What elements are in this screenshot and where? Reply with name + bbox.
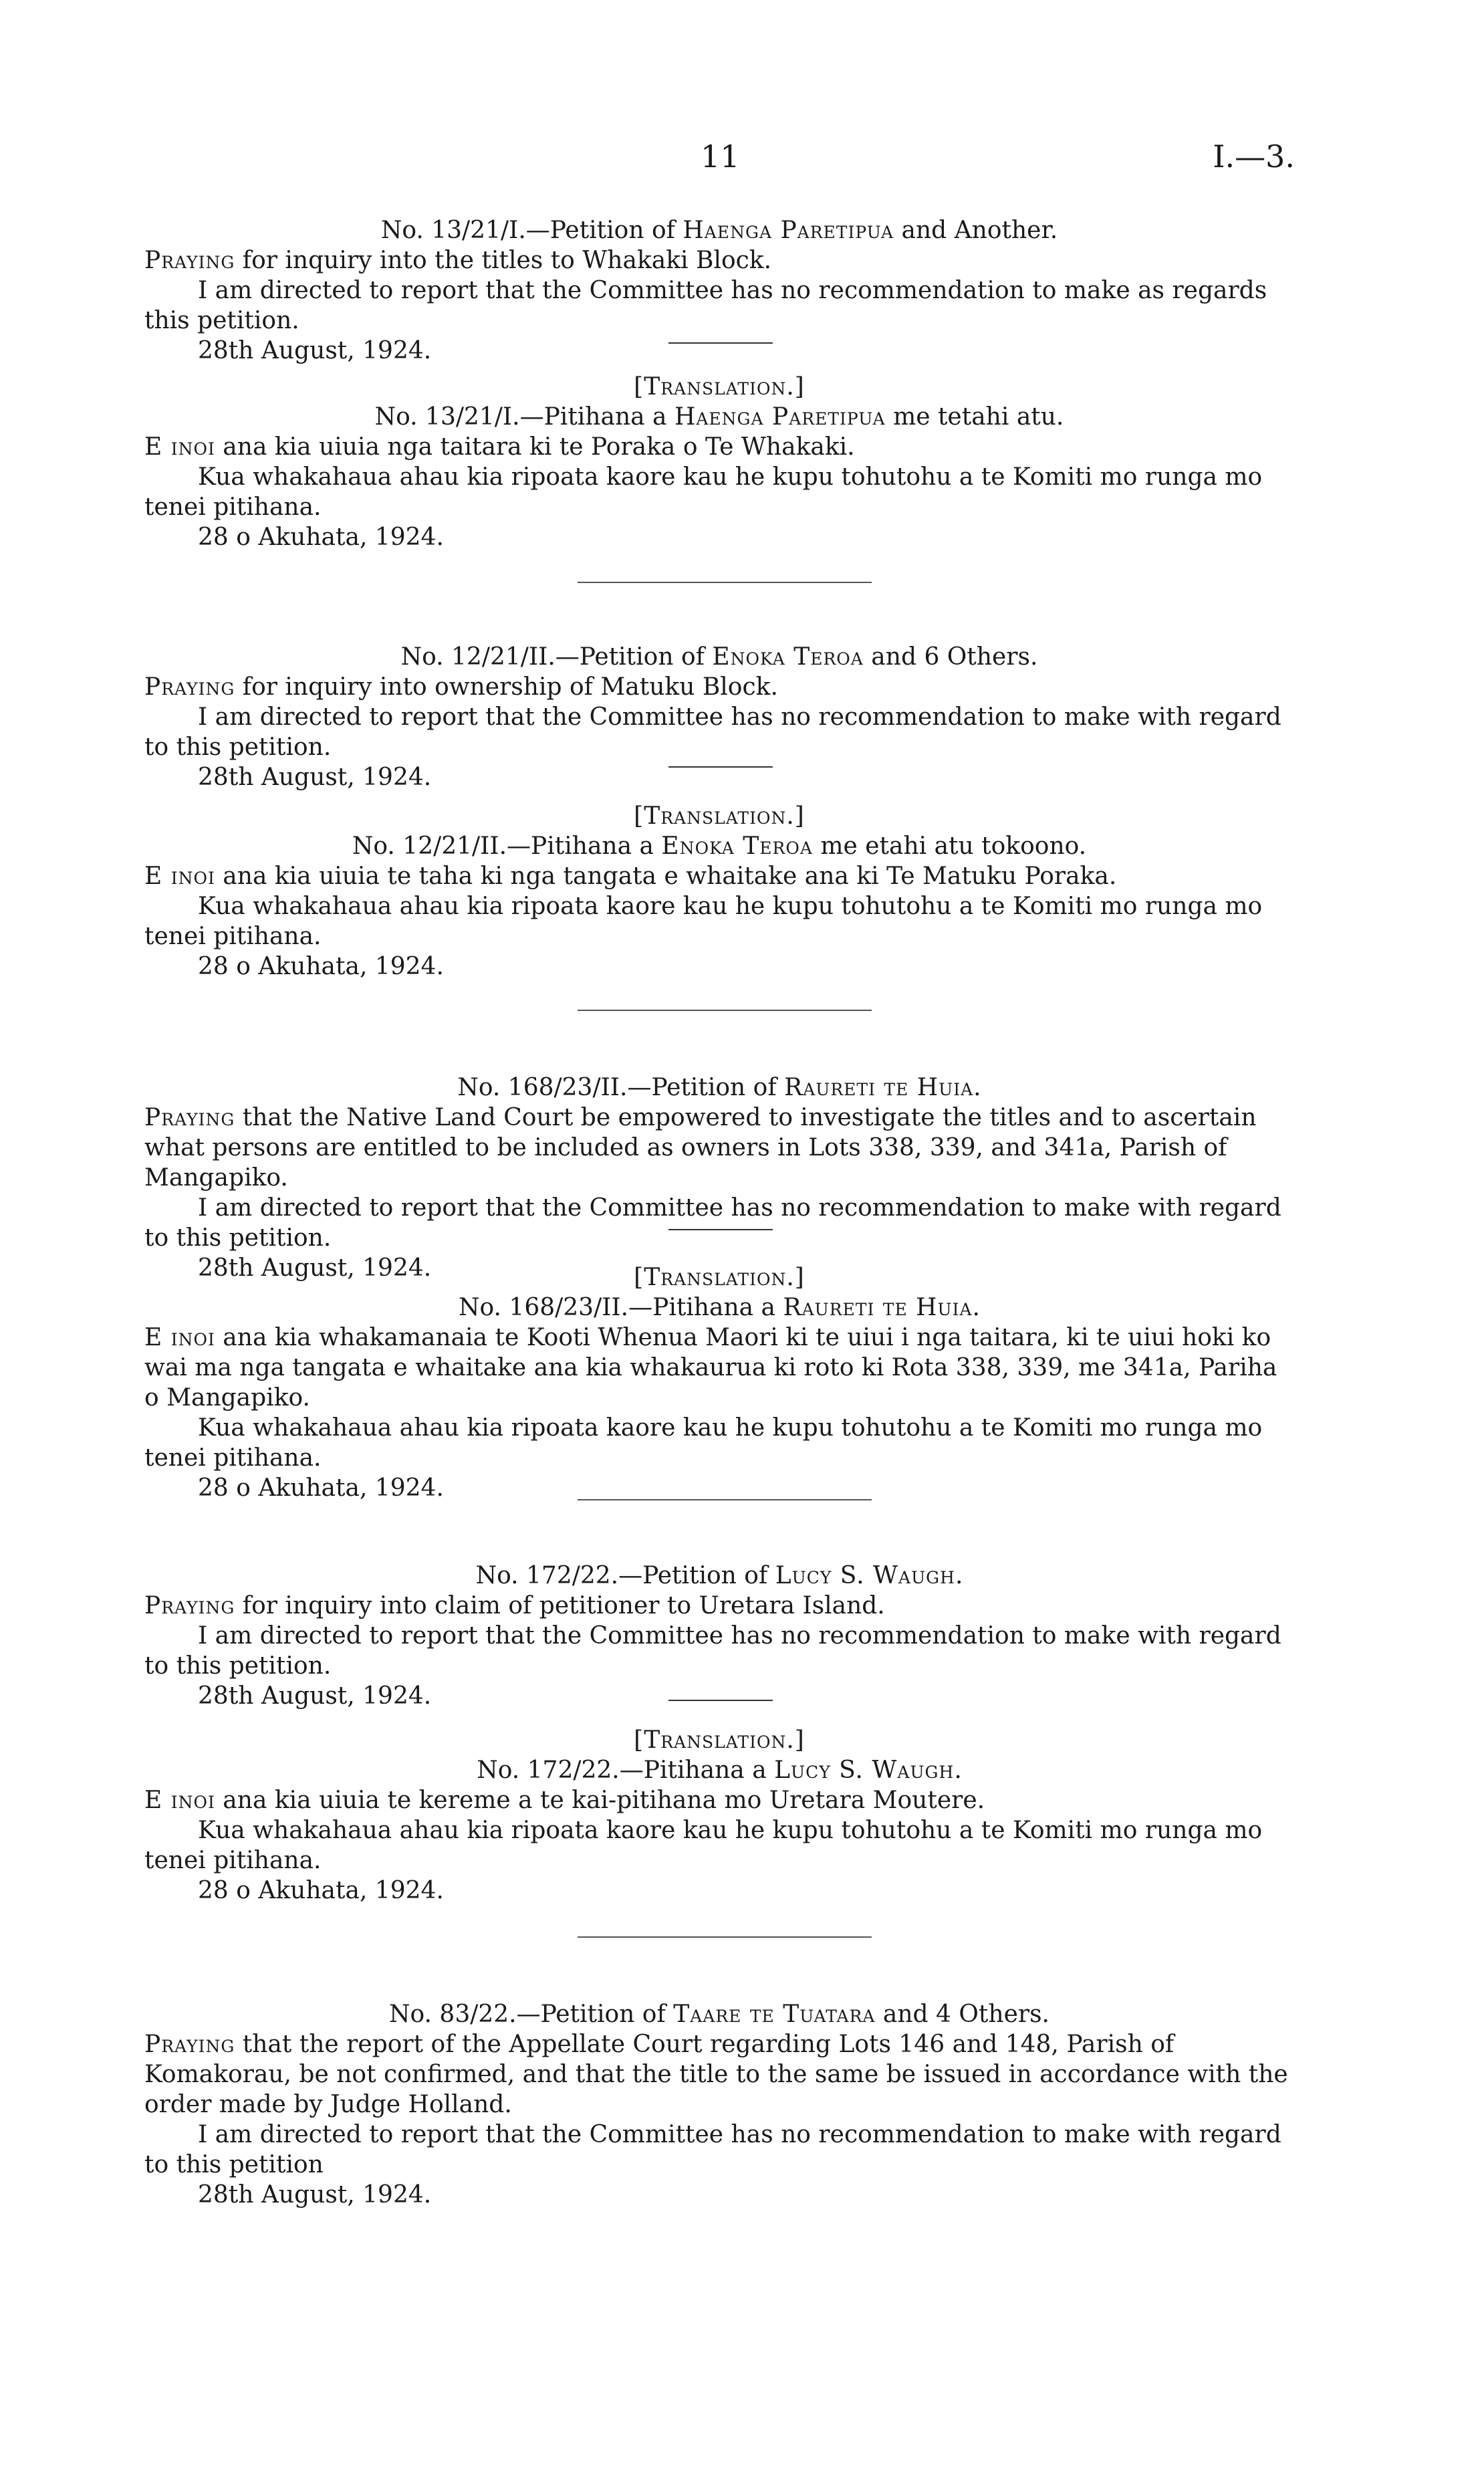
divider-short — [668, 1700, 773, 1701]
translation-label: [Translation.] — [634, 1726, 805, 1754]
translation-label: [Translation.] — [634, 802, 805, 830]
petition-83-22 — [144, 1999, 1294, 2210]
petition-172-22 — [144, 1561, 1294, 1711]
petitioner-name: Taare te Tuatara — [673, 2001, 876, 2028]
divider-short — [668, 342, 773, 344]
prayer-paragraph: Praying for inquiry into the titles to Whakaki Block. — [144, 247, 772, 274]
translation-172-22 — [144, 1725, 1294, 1906]
translation-title: No. 13/21/I.—Pitihana a Haenga Paretipua me tetahi atu. — [374, 403, 1064, 431]
petitioner-name: Enoka Teroa — [712, 643, 864, 671]
translation-12-21-II — [144, 801, 1294, 982]
translation-prayer: E inoi ana kia uiuia te kereme a te kai-pitihana mo Uretara Moutere. — [144, 1787, 985, 1814]
divider-long — [578, 1499, 872, 1500]
translation-label: [Translation.] — [634, 373, 805, 401]
petitioner-name: Lucy S. Waugh — [775, 1562, 955, 1589]
report-paragraph: I am directed to report that the Committee has no recommendation to make with regard to this petition. — [144, 703, 1281, 761]
translation-report: Kua whakahaua ahau kia ripoata kaore kau he kupu tohutohu a te Komiti mo runga mo tenei pitihana. — [144, 1817, 1263, 1874]
petition-title: No. 13/21/I.—Petition of Haenga Paretipua and Another. — [380, 217, 1058, 244]
translation-date: 28 o Akuhata, 1924. — [198, 524, 444, 551]
translation-label: [Translation.] — [634, 1264, 805, 1291]
divider-short — [668, 766, 773, 768]
prayer-paragraph: Praying that the report of the Appellate Court regarding Lots 146 and 148, Parish of Komakorau, be not confirmed, and that the title to the same be issued in accordance with the order made by Judge Holland. — [144, 2031, 1288, 2118]
divider-long — [578, 1936, 872, 1938]
translation-title: No. 12/21/II.—Pitihana a Enoka Teroa me etahi atu tokoono. — [352, 832, 1087, 860]
translation-prayer: E inoi ana kia whakamanaia te Kooti Whenua Maori ki te uiui i nga taitara, ki te uiui hoki ko wai ma nga tangata e whaitake ana kia whakaurua ki roto ki Rota 338, 339, me 341a, Pariha o Mangapiko. — [144, 1324, 1277, 1412]
translation-report: Kua whakahaua ahau kia ripoata kaore kau he kupu tohutohu a te Komiti mo runga mo tenei pitihana. — [144, 463, 1263, 521]
page-number: 11 — [701, 138, 740, 175]
report-date: 28th August, 1924. — [198, 337, 432, 364]
petitioner-name: Haenga Paretipua — [683, 217, 894, 244]
translation-prayer: E inoi ana kia uiuia te taha ki nga tangata e whaitake ana ki Te Matuku Poraka. — [144, 863, 1117, 890]
prayer-paragraph: Praying for inquiry into claim of petitioner to Uretara Island. — [144, 1592, 885, 1619]
translation-title: No. 168/23/II.—Pitihana a Raureti te Huia. — [459, 1294, 980, 1321]
petition-title: No. 12/21/II.—Petition of Enoka Teroa and 6 Others. — [400, 643, 1038, 671]
divider-long — [578, 1010, 872, 1011]
report-date: 28th August, 1924. — [198, 1254, 432, 1282]
divider-long — [578, 582, 872, 583]
report-paragraph: I am directed to report that the Committee has no recommendation to make as regards this petition. — [144, 277, 1267, 334]
petitioner-name: Raureti te Huia — [784, 1074, 974, 1101]
petition-title: No. 83/22.—Petition of Taare te Tuatara and 4 Others. — [388, 2001, 1049, 2028]
petition-12-21-II — [144, 642, 1294, 792]
translation-13-21-I — [144, 372, 1294, 552]
petition-title: No. 172/22.—Petition of Lucy S. Waugh. — [475, 1562, 963, 1589]
translation-report: Kua whakahaua ahau kia ripoata kaore kau he kupu tohutohu a te Komiti mo runga mo tenei pitihana. — [144, 893, 1263, 950]
translation-report: Kua whakahaua ahau kia ripoata kaore kau he kupu tohutohu a te Komiti mo runga mo tenei pitihana. — [144, 1414, 1263, 1472]
report-date: 28th August, 1924. — [198, 1682, 432, 1710]
report-date: 28th August, 1924. — [198, 764, 432, 791]
report-paragraph: I am directed to report that the Committee has no recommendation to make with regard to this petition — [144, 2121, 1281, 2178]
prayer-paragraph: Praying for inquiry into ownership of Matuku Block. — [144, 673, 778, 701]
translation-date: 28 o Akuhata, 1924. — [198, 953, 444, 980]
translation-date: 28 o Akuhata, 1924. — [198, 1877, 444, 1904]
petition-168-23-II — [144, 1073, 1294, 1283]
translation-date: 28 o Akuhata, 1924. — [198, 1474, 444, 1502]
translation-168-23-II — [144, 1262, 1294, 1503]
translation-prayer: E inoi ana kia uiuia nga taitara ki te Poraka o Te Whakaki. — [144, 433, 855, 461]
divider-short — [668, 1229, 773, 1230]
report-date: 28th August, 1924. — [198, 2181, 432, 2209]
petition-title: No. 168/23/II.—Petition of Raureti te Huia. — [457, 1074, 981, 1101]
report-paragraph: I am directed to report that the Committee has no recommendation to make with regard to this petition. — [144, 1622, 1281, 1680]
translation-title: No. 172/22.—Pitihana a Lucy S. Waugh. — [477, 1757, 962, 1784]
document-code: I.—3. — [1213, 138, 1295, 175]
report-paragraph: I am directed to report that the Committee has no recommendation to make with regard to this petition. — [144, 1194, 1281, 1252]
prayer-paragraph: Praying that the Native Land Court be empowered to investigate the titles and to ascertain what persons are entitled to be included as owners in Lots 338, 339, and 341a, Parish of Mangapiko. — [144, 1104, 1257, 1192]
